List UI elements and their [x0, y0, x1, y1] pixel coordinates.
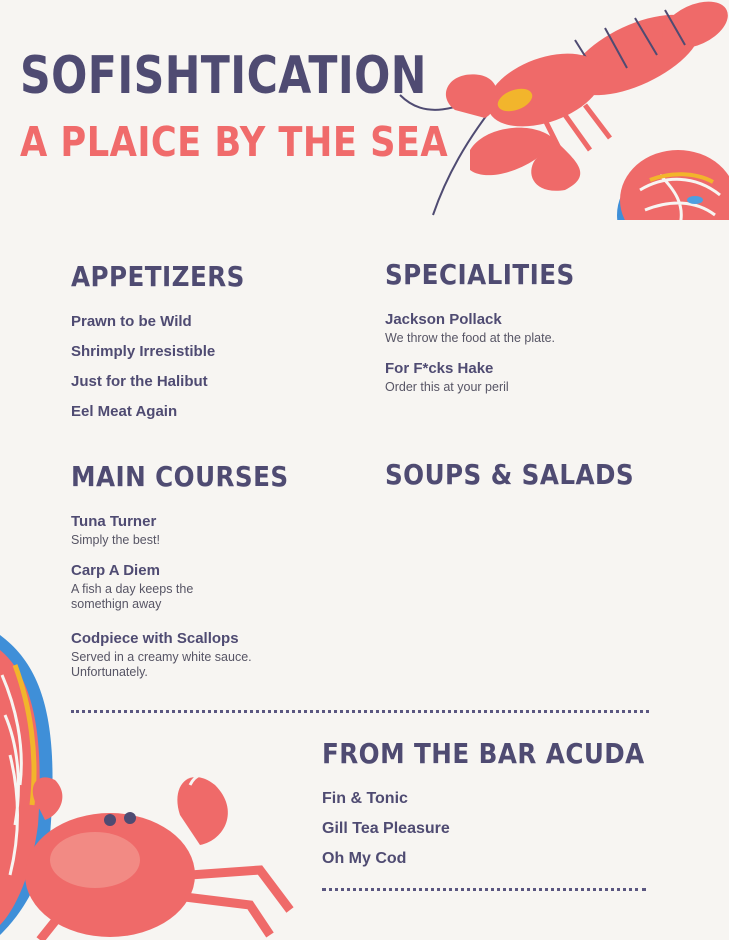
speciality-item-description: Order this at your peril [385, 380, 509, 394]
main-courses-section [71, 460, 318, 694]
speciality-item-name: For F*cks Hake [385, 360, 494, 377]
specialities-section [385, 258, 601, 409]
main-course-item-description: Served in a creamy white sauce. Unfortunately. [71, 650, 252, 679]
speciality-item-name: Jackson Pollack [385, 311, 502, 328]
main-courses-heading: MAIN COURSES [71, 460, 289, 493]
main-course-item-name: Codpiece with Scallops [71, 630, 239, 647]
soups-salads-heading: SOUPS & SALADS [385, 458, 635, 491]
specialities-heading: SPECIALITIES [385, 258, 575, 291]
bar-item: Gill Tea Pleasure [322, 820, 450, 837]
speciality-item-description: We throw the food at the plate. [385, 331, 556, 345]
appetizer-item: Eel Meat Again [71, 403, 178, 420]
bar-item: Fin & Tonic [322, 790, 408, 807]
restaurant-subtitle: A PLAICE BY THE SEA [20, 118, 449, 166]
restaurant-title: SOFISHTICATION [20, 46, 427, 106]
bar-heading: FROM THE BAR ACUDA [322, 737, 645, 770]
bar-item: Oh My Cod [322, 850, 407, 867]
appetizer-item: Just for the Halibut [71, 373, 208, 390]
main-course-item-name: Carp A Diem [71, 562, 160, 579]
main-course-item-description: A fish a day keeps the somethign away [71, 582, 194, 611]
dotted-divider-bottom [322, 888, 646, 891]
lobster-illustration [395, 0, 729, 220]
soups-salads-section [385, 458, 668, 511]
bar-section [322, 737, 689, 880]
main-course-item-description: Simply the best! [71, 533, 160, 547]
dotted-divider-top [71, 710, 649, 713]
appetizer-item: Prawn to be Wild [71, 313, 192, 330]
main-course-item-name: Tuna Turner [71, 513, 157, 530]
appetizer-item: Shrimply Irresistible [71, 343, 216, 360]
appetizers-heading: APPETIZERS [71, 260, 245, 293]
appetizers-section [71, 260, 269, 433]
